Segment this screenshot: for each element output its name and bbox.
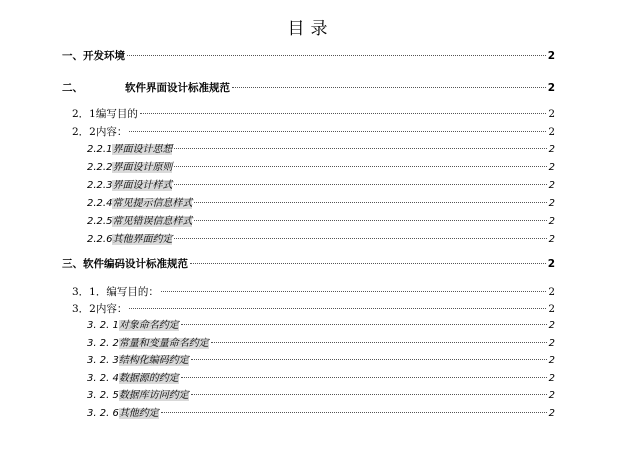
toc-entry-dev-environment[interactable]: [62, 48, 555, 64]
toc-page-number: 2: [548, 216, 555, 227]
toc-entry-label: 2．1编写目的: [72, 108, 138, 120]
toc-leader-dots: [174, 148, 546, 149]
toc-entry-number: 3. 2. 3: [87, 355, 119, 366]
toc-page-number: 2: [548, 180, 555, 191]
toc-page-number: 2: [548, 108, 555, 120]
toc-entry-number: 3. 2. 2: [87, 338, 119, 349]
toc-page-number: 2: [548, 355, 555, 366]
toc-entry-3-2-3[interactable]: [87, 353, 555, 369]
toc-page-number: 2: [547, 258, 555, 270]
toc-entry-2-2-6[interactable]: [87, 232, 555, 248]
toc-page-number: 2: [548, 144, 555, 155]
toc-entry-ui-design-standard[interactable]: [62, 80, 555, 96]
toc-entry-label: [87, 371, 179, 387]
toc-entry-text: 数据源的约定: [118, 373, 179, 384]
toc-entry-number: 2.2.1: [87, 144, 113, 155]
toc-entry-label: [87, 232, 172, 248]
toc-entry-label: [87, 160, 172, 176]
toc-entry-3-2[interactable]: [72, 301, 555, 317]
toc-entry-2-1[interactable]: [72, 106, 555, 122]
toc-entry-text: 界面设计原则: [112, 162, 173, 173]
toc-entry-coding-standard[interactable]: [62, 256, 555, 272]
toc-entry-label: 3．2内容：: [72, 303, 128, 315]
toc-leader-dots: [161, 412, 547, 413]
toc-entry-text: 常量和变量命名约定: [118, 338, 209, 349]
toc-entry-2-2-1[interactable]: [87, 142, 555, 158]
toc-entry-3-2-1[interactable]: [87, 318, 555, 334]
toc-entry-number: 2.2.2: [87, 162, 113, 173]
toc-leader-dots: [232, 87, 546, 88]
toc-page-number: 2: [548, 373, 555, 384]
toc-entry-text: 软件界面设计标准规范: [125, 82, 230, 94]
toc-entry-3-2-2[interactable]: [87, 336, 555, 352]
toc-entry-text: 其他界面约定: [112, 234, 173, 245]
toc-entry-number: 2.2.4: [87, 198, 113, 209]
toc-page-number: 2: [548, 338, 555, 349]
toc-entry-label: [87, 336, 209, 352]
toc-leader-dots: [129, 308, 546, 309]
toc-page-number: 2: [548, 286, 555, 298]
toc-leader-dots: [211, 342, 547, 343]
toc-entry-number: 2.2.5: [87, 216, 113, 227]
toc-entry-text: 界面设计样式: [112, 180, 173, 191]
toc-leader-dots: [140, 113, 546, 114]
toc-entry-text: 常见错误信息样式: [112, 216, 193, 227]
toc-entry-text: 数据库访问约定: [118, 390, 189, 401]
toc-entry-text: 界面设计思想: [112, 144, 173, 155]
toc-entry-text: 其他约定: [118, 408, 159, 419]
toc-entry-3-2-5[interactable]: [87, 388, 555, 404]
toc-leader-dots: [127, 55, 546, 56]
toc-leader-dots: [174, 238, 546, 239]
toc-page-number: 2: [548, 162, 555, 173]
toc-leader-dots: [174, 166, 546, 167]
toc-entry-number: 二、: [62, 82, 83, 94]
toc-entry-label: [87, 214, 192, 230]
toc-page-number: 2: [548, 234, 555, 245]
toc-entry-label: 三、软件编码设计标准规范: [62, 258, 188, 270]
toc-entry-label: 2．2内容：: [72, 126, 128, 138]
toc-leader-dots: [194, 202, 546, 203]
toc-page-number: 2: [548, 320, 555, 331]
toc-entry-label: [62, 80, 230, 96]
toc-entry-number: 2.2.6: [87, 234, 113, 245]
toc-page-number: 2: [548, 126, 555, 138]
toc-page-number: 2: [548, 390, 555, 401]
toc-entry-2-2-3[interactable]: [87, 178, 555, 194]
toc-leader-dots: [191, 359, 547, 360]
toc-leader-dots: [191, 394, 547, 395]
toc-leader-dots: [129, 131, 546, 132]
toc-entry-label: [87, 196, 192, 212]
toc-entry-number: 3. 2. 6: [87, 408, 119, 419]
toc-page-number: 2: [547, 82, 555, 94]
toc-page-number: 2: [547, 50, 555, 62]
toc-entry-2-2[interactable]: [72, 124, 555, 140]
toc-entry-text: 结构化编码约定: [118, 355, 189, 366]
toc-entry-label: [87, 142, 172, 158]
toc-leader-dots: [181, 377, 547, 378]
toc-entry-number: 3. 2. 4: [87, 373, 119, 384]
toc-entry-2-2-2[interactable]: [87, 160, 555, 176]
toc-entry-label: [87, 178, 172, 194]
toc-entry-2-2-5[interactable]: [87, 214, 555, 230]
toc-entry-label: [87, 353, 189, 369]
toc-entry-3-2-6[interactable]: [87, 406, 555, 422]
toc-entry-label: 3．1．编写目的：: [72, 286, 159, 298]
toc-page-number: 2: [548, 303, 555, 315]
toc-page-number: 2: [548, 198, 555, 209]
toc-entry-number: 3. 2. 1: [87, 320, 119, 331]
toc-entry-2-2-4[interactable]: [87, 196, 555, 212]
toc-leader-dots: [194, 220, 546, 221]
toc-entry-label: [87, 388, 189, 404]
toc-leader-dots: [161, 291, 546, 292]
toc-entry-text: 常见提示信息样式: [112, 198, 193, 209]
toc-leader-dots: [190, 263, 546, 264]
toc-entry-number: 3. 2. 5: [87, 390, 119, 401]
toc-entry-3-1[interactable]: [72, 284, 555, 300]
toc-page-number: 2: [548, 408, 555, 419]
toc-entry-number: 2.2.3: [87, 180, 113, 191]
toc-entry-3-2-4[interactable]: [87, 371, 555, 387]
toc-title: 目录: [287, 19, 334, 39]
toc-leader-dots: [174, 184, 546, 185]
toc-leader-dots: [181, 324, 547, 325]
toc-entry-label: [87, 318, 179, 334]
toc-entry-text: 对象命名约定: [118, 320, 179, 331]
toc-entry-label: 一、开发环境: [62, 50, 125, 62]
toc-entry-label: [87, 406, 159, 422]
